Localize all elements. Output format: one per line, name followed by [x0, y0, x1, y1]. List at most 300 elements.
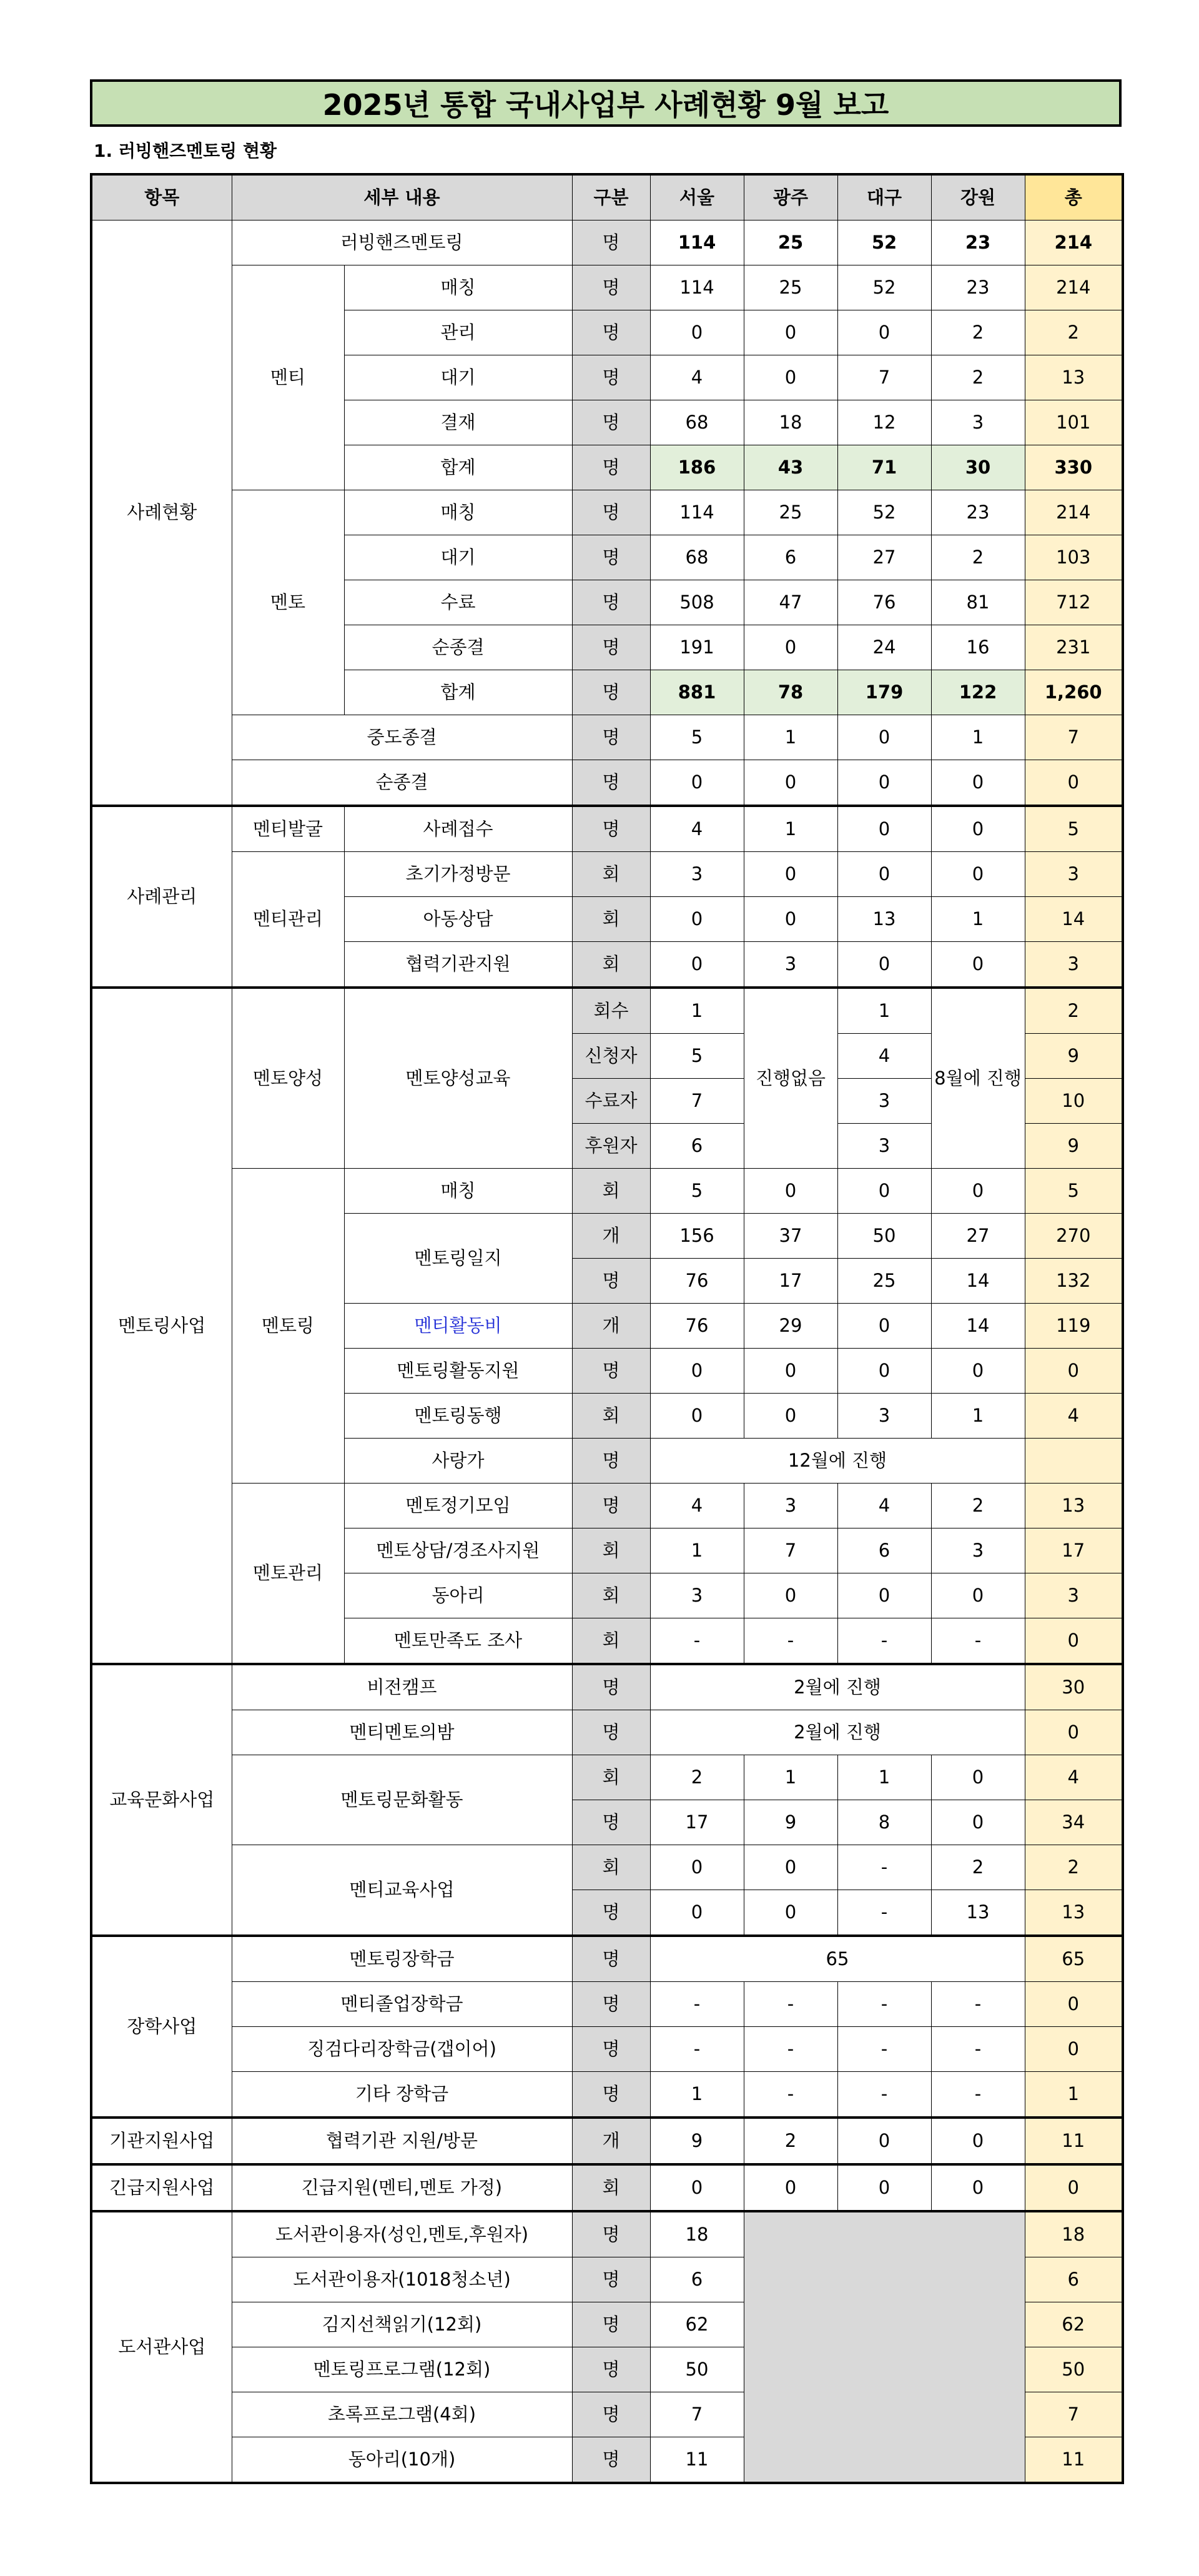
total-cell: 6 [1025, 2257, 1123, 2302]
table-row [91, 715, 1123, 760]
table-row [91, 1936, 1123, 1982]
row-label: 순종결 [344, 625, 572, 670]
daegu-cell: 71 [837, 445, 931, 490]
gwangju-cell: 43 [744, 445, 837, 490]
gangwon-cell: 0 [931, 1349, 1025, 1394]
unit-cell: 명 [572, 760, 650, 806]
row-label: 초록프로그램(4회) [232, 2392, 572, 2437]
unit-cell: 명 [572, 2392, 650, 2437]
status-table [90, 173, 1124, 2484]
unit-cell: 회 [572, 1845, 650, 1890]
row-label: 합계 [344, 445, 572, 490]
daegu-cell: 13 [837, 897, 931, 942]
row-label: 대기 [344, 355, 572, 400]
daegu-cell: 1 [837, 988, 931, 1034]
seoul-cell: 3 [650, 852, 744, 897]
row-label: 수료 [344, 580, 572, 625]
row-label: 멘토링문화활동 [232, 1755, 572, 1845]
daegu-cell: - [837, 2072, 931, 2118]
gwangju-cell: 1 [744, 715, 837, 760]
seoul-cell: 76 [650, 1259, 744, 1304]
header-gwangju: 광주 [744, 174, 837, 220]
gangwon-cell: - [931, 1618, 1025, 1665]
gangwon-cell: 14 [931, 1304, 1025, 1349]
subcategory-mentee-discover: 멘티발굴 [232, 806, 344, 852]
daegu-cell: 1 [837, 1755, 931, 1800]
daegu-cell: 4 [837, 1034, 931, 1079]
row-label: 매칭 [344, 265, 572, 310]
table-row [91, 265, 1123, 310]
category-scholarship: 장학사업 [91, 1936, 232, 2118]
daegu-cell: 0 [837, 2164, 931, 2211]
gangwon-cell: 2 [931, 535, 1025, 580]
table-row [91, 1710, 1123, 1755]
table-row [91, 1982, 1123, 2027]
unit-cell: 개 [572, 2118, 650, 2164]
table-row [91, 988, 1123, 1034]
total-cell: 13 [1025, 355, 1123, 400]
seoul-cell: 11 [650, 2437, 744, 2484]
gwangju-cell: 18 [744, 400, 837, 445]
gwangju-cell: 0 [744, 760, 837, 806]
gwangju-cell: 29 [744, 1304, 837, 1349]
daegu-cell: 52 [837, 220, 931, 265]
total-cell: 0 [1025, 2164, 1123, 2211]
total-cell: 18 [1025, 2211, 1123, 2257]
seoul-cell: 7 [650, 2392, 744, 2437]
row-label: 김지선책읽기(12회) [232, 2302, 572, 2347]
category-mentoring: 멘토링사업 [91, 988, 232, 1664]
daegu-cell: 27 [837, 535, 931, 580]
gwangju-cell: 0 [744, 1169, 837, 1214]
gangwon-cell: 0 [931, 1169, 1025, 1214]
table-row [91, 1845, 1123, 1890]
total-cell: 214 [1025, 490, 1123, 535]
row-label: 순종결 [232, 760, 572, 806]
seoul-cell: 0 [650, 2164, 744, 2211]
total-cell: 4 [1025, 1394, 1123, 1439]
subcategory-mentoring: 멘토링 [232, 1169, 344, 1484]
row-label: 합계 [344, 670, 572, 715]
total-cell: 214 [1025, 220, 1123, 265]
row-label: 멘토상담/경조사지원 [344, 1528, 572, 1573]
daegu-cell: 0 [837, 1349, 931, 1394]
total-cell: 7 [1025, 715, 1123, 760]
total-cell: 0 [1025, 1982, 1123, 2027]
gwangju-cell: 0 [744, 310, 837, 355]
daegu-cell: 25 [837, 1259, 931, 1304]
gangwon-note: 8월에 진행 [931, 988, 1025, 1169]
row-label: 멘토링활동지원 [344, 1349, 572, 1394]
unit-cell: 명 [572, 1800, 650, 1845]
seoul-cell: 191 [650, 625, 744, 670]
unit-cell: 명 [572, 310, 650, 355]
total-cell: 1,260 [1025, 670, 1123, 715]
seoul-cell: 1 [650, 1528, 744, 1573]
gwangju-cell: 0 [744, 1890, 837, 1936]
subcategory-mentor-training: 멘토양성 [232, 988, 344, 1169]
gangwon-cell: - [931, 1982, 1025, 2027]
table-row [91, 1664, 1123, 1710]
gangwon-cell: - [931, 2072, 1025, 2118]
section-subtitle: 1. 러빙핸즈멘토링 현황 [94, 141, 277, 161]
unit-cell: 신청자 [572, 1034, 650, 1079]
unit-cell: 명 [572, 625, 650, 670]
table-row [91, 2072, 1123, 2118]
unit-cell: 명 [572, 1982, 650, 2027]
unit-cell: 명 [572, 580, 650, 625]
row-label: 동아리(10개) [232, 2437, 572, 2484]
seoul-cell: 114 [650, 220, 744, 265]
seoul-cell: 0 [650, 760, 744, 806]
schedule-note: 12월에 진행 [650, 1439, 1025, 1484]
seoul-cell: 881 [650, 670, 744, 715]
gangwon-cell: 2 [931, 1484, 1025, 1528]
daegu-cell: - [837, 2027, 931, 2072]
gangwon-cell: 122 [931, 670, 1025, 715]
gwangju-cell: 47 [744, 580, 837, 625]
row-label: 긴급지원(멘티,멘토 가정) [232, 2164, 572, 2211]
total-cell: 11 [1025, 2437, 1123, 2484]
gwangju-cell: 0 [744, 625, 837, 670]
table-row [91, 2118, 1123, 2164]
seoul-cell: - [650, 1618, 744, 1665]
unit-cell: 회 [572, 852, 650, 897]
gangwon-cell: 0 [931, 942, 1025, 988]
category-case-mgmt: 사례관리 [91, 806, 232, 988]
row-label: 러빙핸즈멘토링 [232, 220, 572, 265]
row-label: 멘토링장학금 [232, 1936, 572, 1982]
header-detail: 세부 내용 [232, 174, 572, 220]
table-row [91, 1484, 1123, 1528]
gwangju-cell: 0 [744, 1394, 837, 1439]
total-cell: 330 [1025, 445, 1123, 490]
seoul-cell: - [650, 1982, 744, 2027]
daegu-cell: 0 [837, 2118, 931, 2164]
unit-cell: 명 [572, 355, 650, 400]
gangwon-cell: 16 [931, 625, 1025, 670]
unit-cell: 명 [572, 1664, 650, 1710]
total-cell: 62 [1025, 2302, 1123, 2347]
gwangju-cell: 25 [744, 490, 837, 535]
header-total: 총 [1025, 174, 1123, 220]
total-cell: 231 [1025, 625, 1123, 670]
unit-cell: 명 [572, 2437, 650, 2484]
seoul-cell: 114 [650, 490, 744, 535]
header-gangwon: 강원 [931, 174, 1025, 220]
unit-cell: 명 [572, 1936, 650, 1982]
total-cell: 50 [1025, 2347, 1123, 2392]
row-label: 비전캠프 [232, 1664, 572, 1710]
gwangju-cell: 0 [744, 1573, 837, 1618]
unit-cell: 개 [572, 1304, 650, 1349]
gwangju-cell: 78 [744, 670, 837, 715]
seoul-cell: 186 [650, 445, 744, 490]
gangwon-cell: 23 [931, 220, 1025, 265]
seoul-cell: 17 [650, 1800, 744, 1845]
row-label: 멘토링프로그램(12회) [232, 2347, 572, 2392]
row-label: 동아리 [344, 1573, 572, 1618]
seoul-cell: 62 [650, 2302, 744, 2347]
row-label: 중도종결 [232, 715, 572, 760]
unit-cell: 명 [572, 670, 650, 715]
seoul-cell: 0 [650, 1890, 744, 1936]
table-row [91, 220, 1123, 265]
gwangju-cell: 7 [744, 1528, 837, 1573]
daegu-cell: 179 [837, 670, 931, 715]
total-cell: 1 [1025, 2072, 1123, 2118]
table-row [91, 760, 1123, 806]
unit-cell: 명 [572, 490, 650, 535]
seoul-cell: 5 [650, 1034, 744, 1079]
header-row [91, 174, 1123, 220]
daegu-cell: 6 [837, 1528, 931, 1573]
subcategory-mentee: 멘티 [232, 265, 344, 490]
report-title: 2025년 통합 국내사업부 사례현황 9월 보고 [90, 79, 1122, 127]
daegu-cell: 0 [837, 1169, 931, 1214]
schedule-note: 2월에 진행 [650, 1710, 1025, 1755]
row-label: 대기 [344, 535, 572, 580]
subcategory-mentee-manage: 멘티관리 [232, 852, 344, 988]
total-cell: 3 [1025, 942, 1123, 988]
gwangju-cell: - [744, 2027, 837, 2072]
unit-cell: 명 [572, 806, 650, 852]
daegu-cell: 12 [837, 400, 931, 445]
unit-cell: 명 [572, 445, 650, 490]
total-cell: 103 [1025, 535, 1123, 580]
row-label: 도서관이용자(성인,멘토,후원자) [232, 2211, 572, 2257]
row-label: 매칭 [344, 490, 572, 535]
total-cell: 34 [1025, 1800, 1123, 1845]
unit-cell: 명 [572, 265, 650, 310]
report-page [90, 79, 1122, 2484]
total-cell: 13 [1025, 1484, 1123, 1528]
category-emergency: 긴급지원사업 [91, 2164, 232, 2211]
row-label: 도서관이용자(1018청소년) [232, 2257, 572, 2302]
seoul-cell: 68 [650, 400, 744, 445]
daegu-cell: - [837, 1618, 931, 1665]
unit-cell: 명 [572, 2302, 650, 2347]
gangwon-cell: 0 [931, 852, 1025, 897]
subcategory-mentor: 멘토 [232, 490, 344, 715]
gwangju-cell: 0 [744, 355, 837, 400]
total-cell: 30 [1025, 1664, 1123, 1710]
row-label: 멘티졸업장학금 [232, 1982, 572, 2027]
seoul-cell: 68 [650, 535, 744, 580]
total-cell: 2 [1025, 310, 1123, 355]
table-row [91, 1169, 1123, 1214]
unit-cell: 명 [572, 2072, 650, 2118]
daegu-cell: - [837, 1982, 931, 2027]
seoul-cell: 6 [650, 2257, 744, 2302]
unit-cell: 회 [572, 1528, 650, 1573]
row-label: 사랑가 [344, 1439, 572, 1484]
seoul-cell: 18 [650, 2211, 744, 2257]
unit-cell: 수료자 [572, 1079, 650, 1124]
total-cell: 3 [1025, 852, 1123, 897]
unit-cell: 회 [572, 942, 650, 988]
unit-cell: 명 [572, 2257, 650, 2302]
seoul-cell: 5 [650, 1169, 744, 1214]
total-cell: 2 [1025, 988, 1123, 1034]
total-cell: 132 [1025, 1259, 1123, 1304]
table-row [91, 2164, 1123, 2211]
gwangju-cell: 37 [744, 1214, 837, 1259]
seoul-cell: 0 [650, 897, 744, 942]
total-cell: 0 [1025, 1710, 1123, 1755]
category-agency: 기관지원사업 [91, 2118, 232, 2164]
daegu-cell: 0 [837, 942, 931, 988]
table-row [91, 490, 1123, 535]
seoul-cell: 76 [650, 1304, 744, 1349]
daegu-cell: 3 [837, 1394, 931, 1439]
gwangju-cell: 0 [744, 1349, 837, 1394]
daegu-cell: - [837, 1845, 931, 1890]
seoul-cell: 4 [650, 355, 744, 400]
seoul-cell: 0 [650, 310, 744, 355]
daegu-cell: 0 [837, 310, 931, 355]
unit-cell: 회 [572, 1618, 650, 1665]
seoul-cell: - [650, 2027, 744, 2072]
not-applicable-block [744, 2211, 1025, 2483]
seoul-cell: 1 [650, 2072, 744, 2118]
daegu-cell: 0 [837, 852, 931, 897]
row-label: 멘토양성교육 [344, 988, 572, 1169]
table-row [91, 852, 1123, 897]
daegu-cell: 52 [837, 490, 931, 535]
unit-cell: 명 [572, 535, 650, 580]
row-label: 아동상담 [344, 897, 572, 942]
merged-value: 65 [650, 1936, 1025, 1982]
unit-cell: 회 [572, 897, 650, 942]
row-label: 기타 장학금 [232, 2072, 572, 2118]
row-label: 협력기관지원 [344, 942, 572, 988]
total-cell: 101 [1025, 400, 1123, 445]
daegu-cell: 0 [837, 715, 931, 760]
category-education: 교육문화사업 [91, 1664, 232, 1936]
gangwon-cell: 27 [931, 1214, 1025, 1259]
seoul-cell: 4 [650, 1484, 744, 1528]
gangwon-cell: 1 [931, 897, 1025, 942]
gangwon-cell: 0 [931, 1573, 1025, 1618]
row-label: 초기가정방문 [344, 852, 572, 897]
seoul-cell: 0 [650, 1394, 744, 1439]
gangwon-cell: 3 [931, 1528, 1025, 1573]
row-label: 멘티멘토의밤 [232, 1710, 572, 1755]
gwangju-cell: 3 [744, 942, 837, 988]
row-label: 징검다리장학금(갭이어) [232, 2027, 572, 2072]
total-cell: 14 [1025, 897, 1123, 942]
gangwon-cell: 14 [931, 1259, 1025, 1304]
row-label: 결재 [344, 400, 572, 445]
gwangju-cell: 25 [744, 220, 837, 265]
gwangju-cell: 2 [744, 2118, 837, 2164]
gwangju-cell: 0 [744, 852, 837, 897]
row-label: 멘티교육사업 [232, 1845, 572, 1936]
seoul-cell: 2 [650, 1755, 744, 1800]
gangwon-cell: 2 [931, 1845, 1025, 1890]
gwangju-cell: 9 [744, 1800, 837, 1845]
gangwon-cell: 30 [931, 445, 1025, 490]
daegu-cell: 3 [837, 1079, 931, 1124]
total-cell: 0 [1025, 1618, 1123, 1665]
seoul-cell: 7 [650, 1079, 744, 1124]
unit-cell: 명 [572, 1710, 650, 1755]
total-cell: 0 [1025, 1349, 1123, 1394]
gwangju-cell: 0 [744, 1845, 837, 1890]
daegu-cell: 0 [837, 1573, 931, 1618]
unit-cell: 회수 [572, 988, 650, 1034]
unit-cell: 명 [572, 400, 650, 445]
gwangju-note: 진행없음 [744, 988, 837, 1169]
gangwon-cell: 0 [931, 2118, 1025, 2164]
seoul-cell: 9 [650, 2118, 744, 2164]
header-daegu: 대구 [837, 174, 931, 220]
daegu-cell: 8 [837, 1800, 931, 1845]
subcategory-mentor-mgmt: 멘토관리 [232, 1484, 344, 1665]
total-cell: 270 [1025, 1214, 1123, 1259]
daegu-cell: 7 [837, 355, 931, 400]
seoul-cell: 114 [650, 265, 744, 310]
unit-cell: 명 [572, 1259, 650, 1304]
total-cell: 13 [1025, 1890, 1123, 1936]
gangwon-cell: 2 [931, 310, 1025, 355]
total-cell: 65 [1025, 1936, 1123, 1982]
table-row [91, 2211, 1123, 2257]
daegu-cell: 50 [837, 1214, 931, 1259]
category-library: 도서관사업 [91, 2211, 232, 2483]
schedule-note: 2월에 진행 [650, 1664, 1025, 1710]
gangwon-cell: 2 [931, 355, 1025, 400]
seoul-cell: 4 [650, 806, 744, 852]
total-cell: 0 [1025, 760, 1123, 806]
gangwon-cell: 81 [931, 580, 1025, 625]
daegu-cell: 24 [837, 625, 931, 670]
unit-cell: 명 [572, 2211, 650, 2257]
gangwon-cell: 0 [931, 2164, 1025, 2211]
total-cell: 9 [1025, 1034, 1123, 1079]
unit-cell: 명 [572, 2347, 650, 2392]
gwangju-cell: 6 [744, 535, 837, 580]
row-label: 매칭 [344, 1169, 572, 1214]
row-label: 멘토정기모임 [344, 1484, 572, 1528]
gangwon-cell: 0 [931, 1755, 1025, 1800]
unit-cell: 명 [572, 2027, 650, 2072]
daegu-cell: - [837, 1890, 931, 1936]
total-cell [1025, 1439, 1123, 1484]
total-cell: 7 [1025, 2392, 1123, 2437]
unit-cell: 회 [572, 1755, 650, 1800]
mentee-activity-fee-link[interactable]: 멘티활동비 [344, 1304, 572, 1349]
header-item: 항목 [91, 174, 232, 220]
unit-cell: 회 [572, 1573, 650, 1618]
seoul-cell: 508 [650, 580, 744, 625]
total-cell: 5 [1025, 806, 1123, 852]
gangwon-cell: 3 [931, 400, 1025, 445]
gangwon-cell: 1 [931, 1394, 1025, 1439]
gangwon-cell: 1 [931, 715, 1025, 760]
total-cell: 3 [1025, 1573, 1123, 1618]
gangwon-cell: 23 [931, 265, 1025, 310]
total-cell: 214 [1025, 265, 1123, 310]
total-cell: 5 [1025, 1169, 1123, 1214]
seoul-cell: 5 [650, 715, 744, 760]
unit-cell: 명 [572, 1890, 650, 1936]
total-cell: 4 [1025, 1755, 1123, 1800]
daegu-cell: 0 [837, 760, 931, 806]
category-case-status: 사례현황 [91, 220, 232, 806]
seoul-cell: 0 [650, 942, 744, 988]
